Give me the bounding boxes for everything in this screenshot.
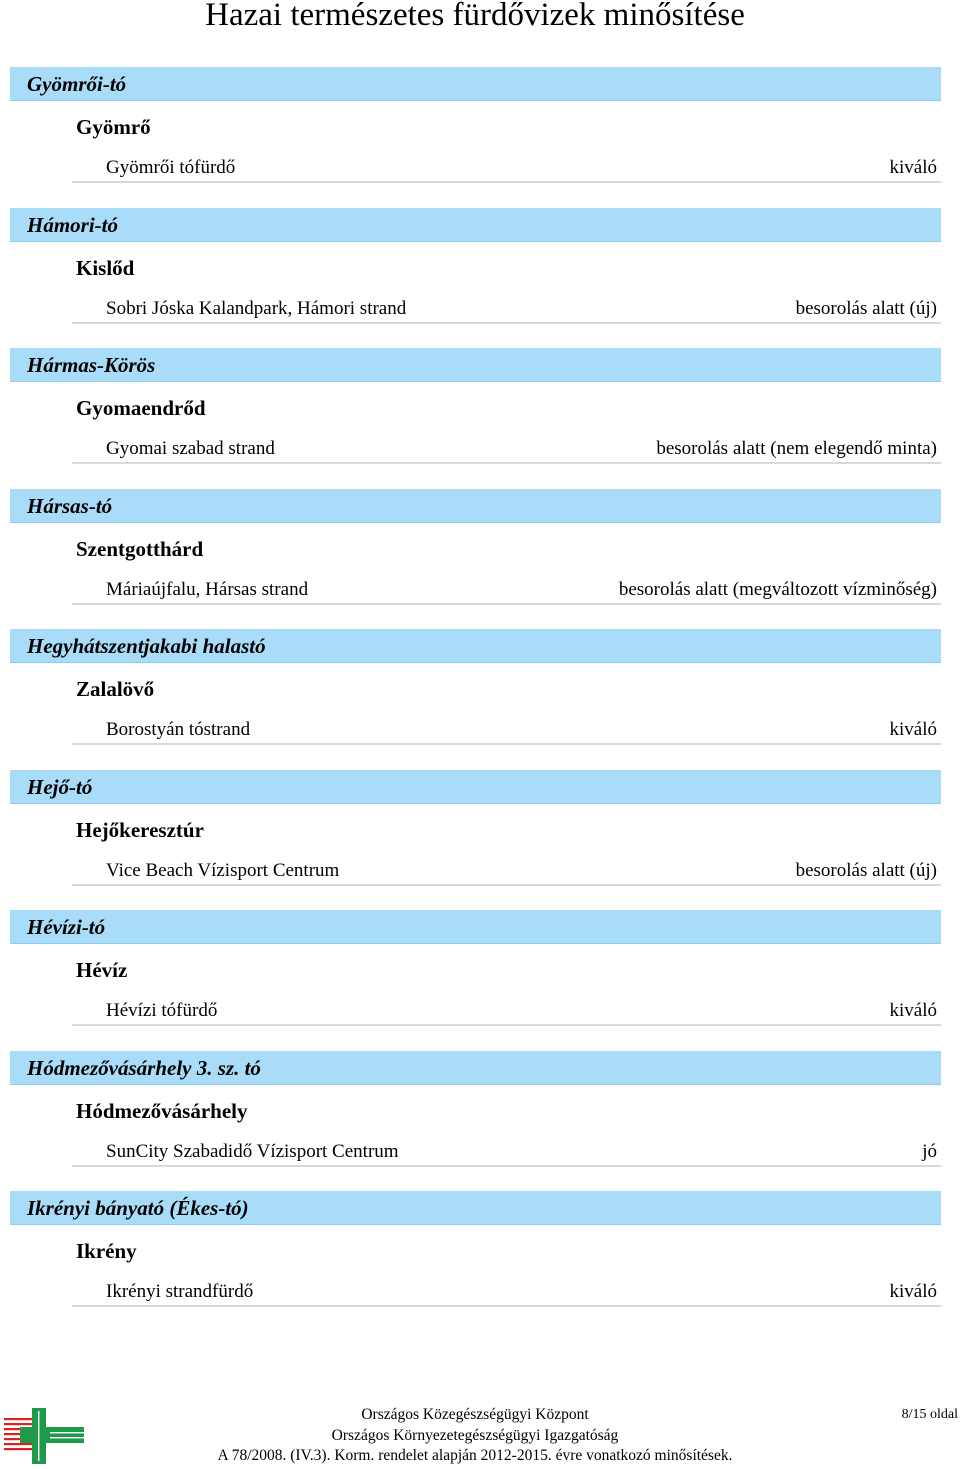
- footer-legal-note: A 78/2008. (IV.3). Korm. rendelet alapján 2012-2015. évre vonatkozó minősítések.: [217, 1447, 733, 1464]
- bath-name: Vice Beach Vízisport Centrum: [106, 859, 340, 881]
- bath-name: Máriaújfalu, Hársas strand: [106, 578, 309, 600]
- town-name: Kislőd: [76, 255, 135, 280]
- bath-name: Sobri Jóska Kalandpark, Hámori strand: [106, 297, 407, 319]
- lake-name: Ikrényi bányató (Ékes-tó): [27, 1196, 249, 1220]
- lake-header: [10, 770, 941, 804]
- oki-cross-logo-icon: [4, 1408, 86, 1464]
- lake-name: Hármas-Körös: [27, 353, 156, 377]
- lake-header: [10, 348, 941, 382]
- bath-rating: besorolás alatt (nem elegendő minta): [656, 438, 937, 459]
- lake-section: [0, 629, 960, 770]
- lake-header: [10, 489, 941, 523]
- lake-name: Hegyhátszentjakabi halastó: [27, 634, 266, 658]
- bath-row: [72, 1140, 941, 1167]
- lake-section: [0, 1191, 960, 1332]
- lake-name: Hársas-tó: [27, 493, 113, 518]
- footer-org-name: Országos Közegészségügyi Központ: [361, 1406, 589, 1423]
- footer: [140, 1405, 810, 1467]
- bath-rating: besorolás alatt (megváltozott vízminőség): [618, 578, 937, 600]
- lake-section: [0, 67, 960, 208]
- page-number: 8/15 oldal: [901, 1407, 958, 1422]
- bath-name: Hévízi tófürdő: [106, 1000, 218, 1021]
- lake-section: [0, 348, 960, 489]
- lake-name: Hámori-tó: [27, 212, 119, 237]
- lake-section: [0, 910, 960, 1051]
- bath-name: SunCity Szabadidő Vízisport Centrum: [106, 1140, 399, 1162]
- lake-header: [10, 1051, 941, 1085]
- lake-header: [10, 67, 941, 101]
- lake-header: [10, 910, 941, 944]
- bath-rating: kiváló: [889, 719, 937, 740]
- bath-row: [72, 999, 941, 1026]
- bath-row: [72, 1280, 941, 1307]
- bath-rating: kiváló: [889, 1281, 937, 1302]
- lake-section: [0, 489, 960, 630]
- town-name: Gyömrő: [76, 115, 151, 139]
- bath-rating: kiváló: [889, 1000, 937, 1021]
- bath-name: Ikrényi strandfürdő: [106, 1281, 254, 1302]
- town-name: Zalalövő: [76, 677, 155, 701]
- town-name: Szentgotthárd: [76, 536, 204, 561]
- bath-row: [72, 578, 941, 605]
- lake-name: Hódmezővásárhely 3. sz. tó: [27, 1055, 261, 1080]
- bath-rating: besorolás alatt (új): [795, 859, 937, 881]
- page-title: Hazai természetes fürdővizek minősítése: [205, 0, 745, 33]
- bath-row: [72, 156, 941, 183]
- lake-name: Hévízi-tó: [27, 915, 106, 939]
- footer-directorate-name: Országos Környezetegészségügyi Igazgatóság: [331, 1426, 619, 1444]
- lake-section: [0, 1051, 960, 1192]
- lake-section: [0, 208, 960, 349]
- bath-rating: besorolás alatt (új): [795, 297, 937, 319]
- bath-name: Gyomai szabad strand: [106, 438, 275, 459]
- bath-name: Gyömrői tófürdő: [106, 157, 236, 178]
- bath-row: [72, 859, 941, 886]
- lake-header: [10, 629, 941, 663]
- lake-name: Gyömrői-tó: [27, 72, 127, 96]
- town-name: Hódmezővásárhely: [76, 1098, 248, 1123]
- lake-name: Hejő-tó: [27, 774, 93, 799]
- lake-list: [0, 67, 960, 1332]
- lake-section: [0, 770, 960, 911]
- bath-row: [72, 437, 941, 464]
- town-name: Ikrény: [76, 1239, 137, 1263]
- bath-rating: kiváló: [889, 157, 937, 178]
- bath-row: [72, 297, 941, 324]
- lake-header: [10, 1191, 941, 1225]
- town-name: Hévíz: [76, 958, 128, 982]
- lake-header: [10, 208, 941, 242]
- bath-rating: jó: [922, 1140, 937, 1162]
- town-name: Hejőkeresztúr: [76, 817, 204, 842]
- town-name: Gyomaendrőd: [76, 396, 206, 420]
- bath-row: [72, 718, 941, 745]
- bath-name: Borostyán tóstrand: [106, 719, 251, 740]
